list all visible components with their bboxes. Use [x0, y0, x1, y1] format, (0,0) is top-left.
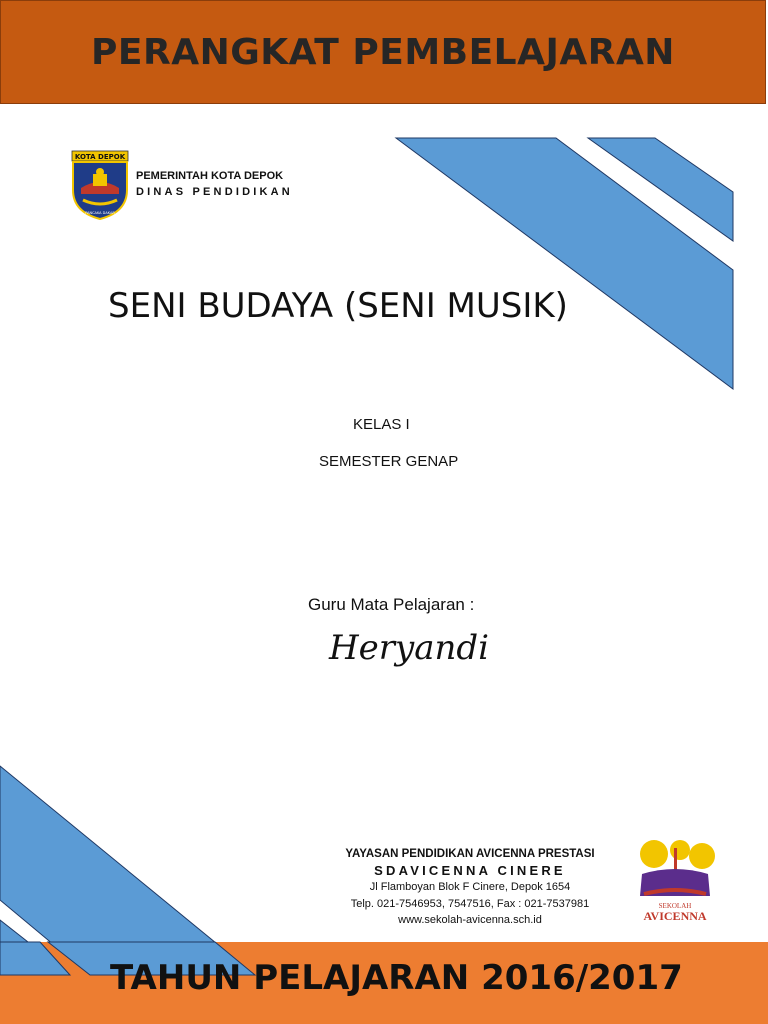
- depok-logo-label: KOTA DEPOK: [74, 153, 126, 161]
- school-address: Jl Flamboyan Blok F Cinere, Depok 1654: [369, 881, 571, 893]
- avicenna-logo-line1: SEKOLAH: [658, 902, 692, 910]
- academic-year-title: TAHUN PELAJARAN 2016/2017: [110, 958, 683, 998]
- semester-label: SEMESTER GENAP: [319, 453, 459, 470]
- teacher-label: Guru Mata Pelajaran :: [308, 595, 475, 614]
- class-label: KELAS I: [353, 416, 410, 433]
- teacher-name: Heryandi: [329, 628, 490, 668]
- subject-title: SENI BUDAYA (SENI MUSIK): [108, 286, 568, 326]
- document-title: PERANGKAT PEMBELAJARAN: [91, 31, 675, 73]
- school-website: www.sekolah-avicenna.sch.id: [398, 914, 542, 926]
- avicenna-logo-line2: AVICENNA: [643, 909, 707, 923]
- depok-logo-motto: PANCAKA DAKAR: [85, 211, 115, 215]
- school-name: SDAVICENNA CINERE: [374, 862, 566, 878]
- school-phone: Telp. 021-7546953, 7547516, Fax : 021-7537981: [350, 897, 590, 910]
- government-name: PEMERINTAH KOTA DEPOK: [136, 170, 284, 182]
- foundation-name: YAYASAN PENDIDIKAN AVICENNA PRESTASI: [345, 848, 595, 860]
- department-name: DINAS PENDIDIKAN: [136, 186, 293, 198]
